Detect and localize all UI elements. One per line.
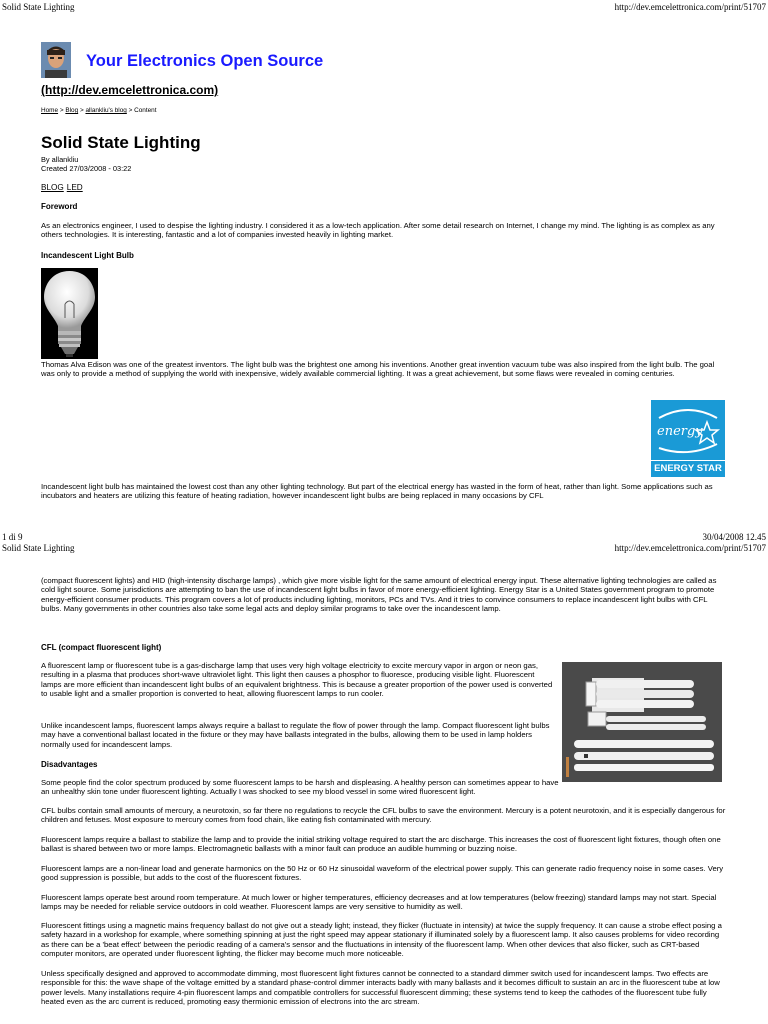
cfl-heading: CFL (compact fluorescent light) — [41, 643, 162, 652]
disadvantages-paragraph-7: Unless specifically designed and approved to accommodate dimming, most fluorescent light fixtures cannot be connected to a standard dimmer switch used for incandescent lamps. Two effects are responsible for this: the wave shape of the voltage emitted by a standard phase-control dimmer interacts badly with many ballasts and it becomes difficult to sustain an arc in the fluorescent tube at low power levels. Many installations require 4-pin fluorescent lamps and compatible controllers for successful fluorescent dimming; these systems tend to keep the cathodes of the fluorescent tube fully heated even as the arc current is reduced, promoting easy thermionic emission of electrons into the arc stream. — [41, 969, 720, 1006]
incandescent-cost-paragraph: Incandescent light bulb has maintained the lowest cost than any other lighting technology. But part of the electrical energy has wasted in the form of heat, rather than light. Some applications such as incubators and heaters are utilizing this feature of heating radiation, however incandescent light bulbs are being replaced in many occasions by CFL — [41, 482, 713, 501]
disadvantages-paragraph-6: Fluorescent fittings using a magnetic mains frequency ballast do not give out a steady light; instead, they flicker (fluctuate in intensity) at twice the supply frequency. It can cause a strobe effect posing a safety hazard in a workshop for example, where something spinning at just the right speed may appear stationary if illuminated solely by a fluorescent lamp. It also causes problems for video recording as there can be a 'beat effect' between the periodic reading of a camera's sensor and the fluctuations in intensity of the fluorescent lamp. When other devices that also flicker, such as CRT-based computer monitors, are operated under fluorescent lighting, the flicker may become much more noticeable. — [41, 921, 722, 958]
site-title[interactable]: Your Electronics Open Source — [86, 52, 324, 70]
print-footer-datetime: 30/04/2008 12.45 — [702, 532, 766, 542]
disadvantages-paragraph-1: Some people find the color spectrum produced by some fluorescent lamps to be harsh and displeasing. A healthy person can sometimes appear to have an unhealthy skin tone under fluorescent lighting. Actually I was shocked to see my blood vessel in some wired fluorescent light. — [41, 778, 559, 797]
disadvantages-heading: Disadvantages — [41, 760, 98, 769]
breadcrumb-home[interactable]: Home — [41, 107, 59, 114]
author-avatar — [41, 42, 71, 78]
article-tags — [41, 183, 86, 192]
breadcrumb-separator: > — [128, 107, 133, 114]
article-title: Solid State Lighting — [41, 133, 201, 152]
energy-star-label: ENERGY STAR — [654, 463, 722, 474]
breadcrumb-content: Content — [134, 107, 157, 114]
breadcrumb-separator: > — [79, 107, 84, 114]
breadcrumb-separator: > — [59, 107, 64, 114]
tag-link[interactable]: LED — [66, 183, 83, 192]
page2-intro-paragraph: (compact fluorescent lights) and HID (high-intensity discharge lamps) , which give more visible light for the same amount of electrical energy input. These alternative lighting technologies are called as cold light source. Some jurisdictions are attempting to ban the use of incandescent light bulbs in favor of more energy-efficient lighting. Energy Star is a United States government program to promote energy-efficient consumer products. This program covers a lot of products including lighting, monitors, PCs and TVs. And it tries to convince consumers to replace incandescent light bulbs with CFL bulbs. Many governments in other countries also take some legal acts and deploy similar programs to take over the incandescent lamp. — [41, 576, 717, 613]
cfl-paragraph-1: A fluorescent lamp or fluorescent tube is a gas-discharge lamp that uses very high voltage electricity to excite mercury vapor in argon or neon gas, resulting in a plasma that produces short-wave ultraviolet light. This light then causes a phosphor to fluoresce, producing visible light. Fluorescent lamps are more efficient than incandescent light bulbs of an equivalent brightness. This is because a greater proportion of the power used is converted to usable light and a smaller proportion is converted to heat, allowing fluorescent lamps to run cooler. — [41, 661, 553, 698]
disadvantages-paragraph-3: Fluorescent lamps require a ballast to stabilize the lamp and to provide the initial striking voltage required to start the arc discharge. This increases the cost of fluorescent light fixtures, though often one ballast is shared between two or more lamps. Electromagnetic ballasts with a minor fault can produce an audible humming or buzzing noise. — [41, 835, 721, 854]
cfl-paragraph-2: Unlike incandescent lamps, fluorescent lamps always require a ballast to regulate the flow of power through the lamp. Compact fluorescent light bulbs may have a conventional ballast located in the fixture or they may have ballasts integrated in the bulbs, allowing them to be used in lamp holders normally used for incandescent lamps. — [41, 721, 550, 749]
light-bulb-image — [41, 268, 98, 359]
disadvantages-paragraph-2: CFL bulbs contain small amounts of mercury, a neurotoxin, so far there no regulations to recycle the CFL bulbs to save the environment. Mercury is a potent neurotoxin, and it is especially dangerous for children and fetuses. Most exposure to mercury comes from food chain, like eating fish contaminated with mercury. — [41, 806, 726, 825]
site-url[interactable]: (http://dev.emcelettronica.com) — [41, 83, 219, 97]
print-footer-page: 1 di 9 — [2, 532, 23, 542]
foreword-paragraph: As an electronics engineer, I used to despise the lighting industry. I considered it as a low-tech application. After some detail research on Internet, I change my mind. The lighting is as complex as any others technologies. It is interesting, fantastic and a lot of companies invested heavily in lighting market. — [41, 221, 715, 240]
print-header-title: Solid State Lighting — [2, 2, 75, 12]
disadvantages-paragraph-5: Fluorescent lamps operate best around room temperature. At much lower or higher temperatures, efficiency decreases and at low temperatures (below freezing) standard lamps may not start. Special lamps may be needed for reliable service outdoors in cold weather. Fluorescent lamps are very sensitive to humidity as well. — [41, 893, 717, 912]
foreword-heading: Foreword — [41, 202, 78, 211]
breadcrumb-blog[interactable]: Blog — [65, 107, 79, 114]
print-header-url: http://dev.emcelettronica.com/print/51707 — [614, 543, 766, 553]
energy-star-logo — [651, 400, 725, 477]
energy-star-script: energy — [657, 424, 703, 439]
breadcrumb-user-blog[interactable]: allankliu's blog — [85, 107, 127, 114]
edison-paragraph: Thomas Alva Edison was one of the greatest inventors. The light bulb was the brightest one among his inventions. Another great invention vacuum tube was also inspired from the light bulb. The goal was only to provide a method of supplying the world with inexpensive, widely available commercial lighting. It was a great achievement, but some flaws were revealed in coming centuries. — [41, 360, 715, 379]
tag-link[interactable]: BLOG — [41, 183, 64, 192]
print-header-title: Solid State Lighting — [2, 543, 75, 553]
disadvantages-paragraph-4: Fluorescent lamps are a non-linear load and generate harmonics on the 50 Hz or 60 Hz sinusoidal waveform of the electrical power supply. This can generate radio frequency noise in some cases. Very good suppression is possible, but adds to the cost of the fluorescent fixtures. — [41, 864, 724, 883]
article-created: Created 27/03/2008 - 03:22 — [41, 164, 132, 173]
energy-star-divider — [651, 460, 725, 461]
print-header-url: http://dev.emcelettronica.com/print/51707 — [614, 2, 766, 12]
breadcrumb — [41, 107, 157, 114]
fluorescent-lamps-image — [562, 662, 722, 782]
incandescent-heading: Incandescent Light Bulb — [41, 251, 134, 260]
article-byline: By allankliu — [41, 155, 79, 164]
